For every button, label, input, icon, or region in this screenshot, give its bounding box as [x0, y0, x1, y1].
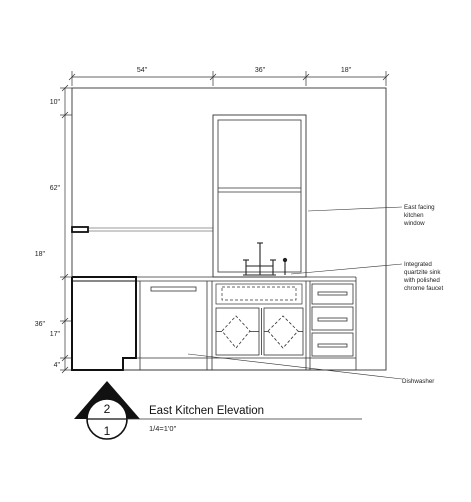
dimension-18-label: 18"	[340, 67, 352, 74]
countertop	[136, 277, 356, 281]
wall-shelf	[88, 228, 213, 231]
sink-callout-line-1: Integrated	[404, 261, 432, 268]
sink-apron	[216, 284, 302, 304]
sink-callout-line-4: chrome faucet	[404, 285, 444, 292]
drawing-scale: 1/4=1'0"	[149, 424, 177, 433]
dimension-10-label: 10"	[49, 99, 60, 106]
left-dimension-string	[60, 85, 72, 373]
drawer-pulls	[318, 292, 347, 347]
faucet	[243, 243, 287, 275]
drawing-title: East Kitchen Elevation	[149, 405, 265, 417]
dishwasher-callout: Dishwasher	[402, 378, 435, 385]
dimension-54-label: 54"	[136, 67, 148, 74]
dimension-36-label: 36"	[254, 67, 266, 74]
sink-callout-line-2: quartzite sink	[404, 269, 441, 276]
dimension-17-label: 17"	[49, 331, 60, 338]
dishwasher	[72, 277, 136, 370]
dimension-36-height-label: 36"	[34, 321, 45, 328]
shelf-bracket	[72, 227, 88, 232]
window-callout-line-3: window	[404, 220, 425, 227]
sink-base-doors	[216, 308, 303, 355]
leader-lines	[188, 207, 402, 379]
window-callout-line-2: kitchen	[404, 212, 424, 219]
cabinet-pull-handle	[151, 287, 196, 291]
dimension-4-label: 4"	[53, 362, 60, 369]
sheet-number: 1	[103, 424, 111, 438]
dimension-62-label: 62"	[49, 185, 60, 192]
detail-number: 2	[103, 402, 111, 416]
dimension-18-height-label: 18"	[34, 251, 45, 258]
window-callout-line-1: East facing	[404, 204, 435, 211]
sink-callout-line-3: with polished	[404, 277, 440, 284]
wall-outline	[72, 88, 386, 370]
